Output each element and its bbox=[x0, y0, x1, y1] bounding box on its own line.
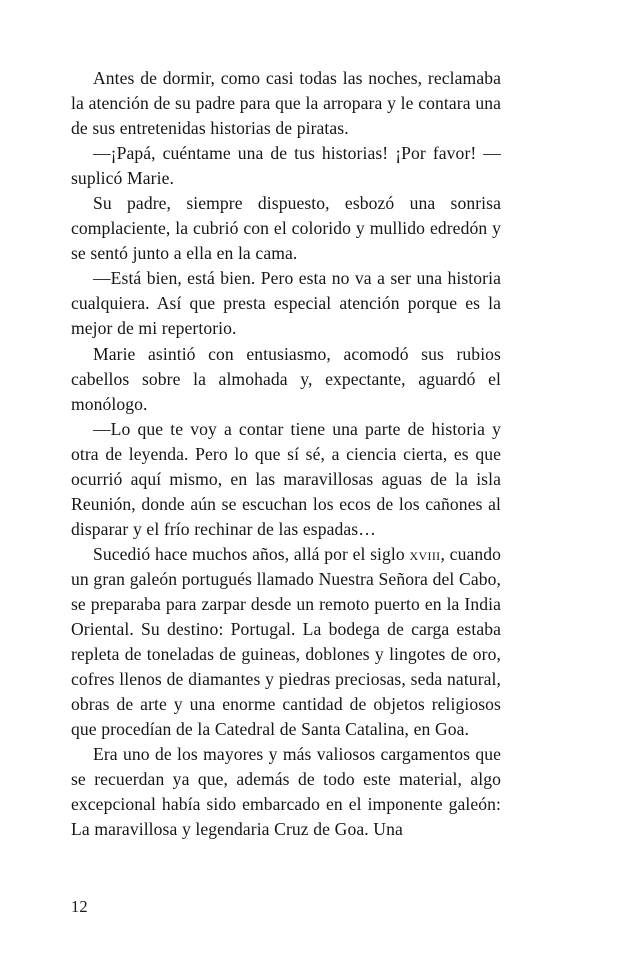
paragraph: Antes de dormir, como casi todas las noches, reclamaba la atención de su padre para que la arropara y le contara una de sus entretenidas historias de piratas. bbox=[71, 68, 501, 139]
paragraph: Era uno de los mayores y más valiosos cargamentos que se recuerdan ya que, además de todo este material, algo excepcional había sido embarcado en el imponente galeón: La maravillosa y legendaria Cruz de Goa. Una bbox=[71, 744, 501, 840]
roman-numeral-smallcaps: xviii bbox=[409, 543, 441, 564]
paragraph-text-after-numeral: , cuando un gran galeón portugués llamado Nuestra Señora del Cabo, se preparaba para zarpar desde un remoto puerto en la India Oriental. Su destino: Portugal. La bodega de carga estaba repleta de toneladas de guineas, doblones y lingotes de oro, cofres llenos de diamantes y piedras preciosas, seda natural, obras de arte y una enorme cantidad de objetos religiosos que procedían de la Catedral de Santa Catalina, en Goa. bbox=[71, 543, 502, 740]
paragraph-dialogue: —¡Papá, cuéntame una de tus historias! ¡Por favor! —suplicó Marie. bbox=[71, 143, 501, 189]
paragraph-text-before-numeral: Sucedió hace muchos años, allá por el siglo bbox=[93, 543, 410, 564]
paragraph-dialogue: —Lo que te voy a contar tiene una parte de historia y otra de leyenda. Pero lo que sí sé, a ciencia cierta, es que ocurrió aquí mismo, en las maravillosas aguas de la isla Reunión, donde aún se escuchan los ecos de los cañones al disparar y el frío rechinar de las espadas… bbox=[71, 418, 501, 539]
page-text-block bbox=[71, 66, 501, 842]
paragraph: Marie asintió con entusiasmo, acomodó sus rubios cabellos sobre la almohada y, expectante, aguardó el monólogo. bbox=[71, 343, 501, 414]
paragraph-dialogue: —Está bien, está bien. Pero esta no va a ser una historia cualquiera. Así que presta especial atención porque es la mejor de mi repertorio. bbox=[71, 268, 501, 339]
paragraph-with-roman-numeral bbox=[71, 542, 501, 742]
paragraph: Su padre, siempre dispuesto, esbozó una sonrisa complaciente, la cubrió con el colorido y mullido edredón y se sentó junto a ella en la cama. bbox=[71, 193, 501, 264]
page-number: 12 bbox=[71, 897, 88, 916]
